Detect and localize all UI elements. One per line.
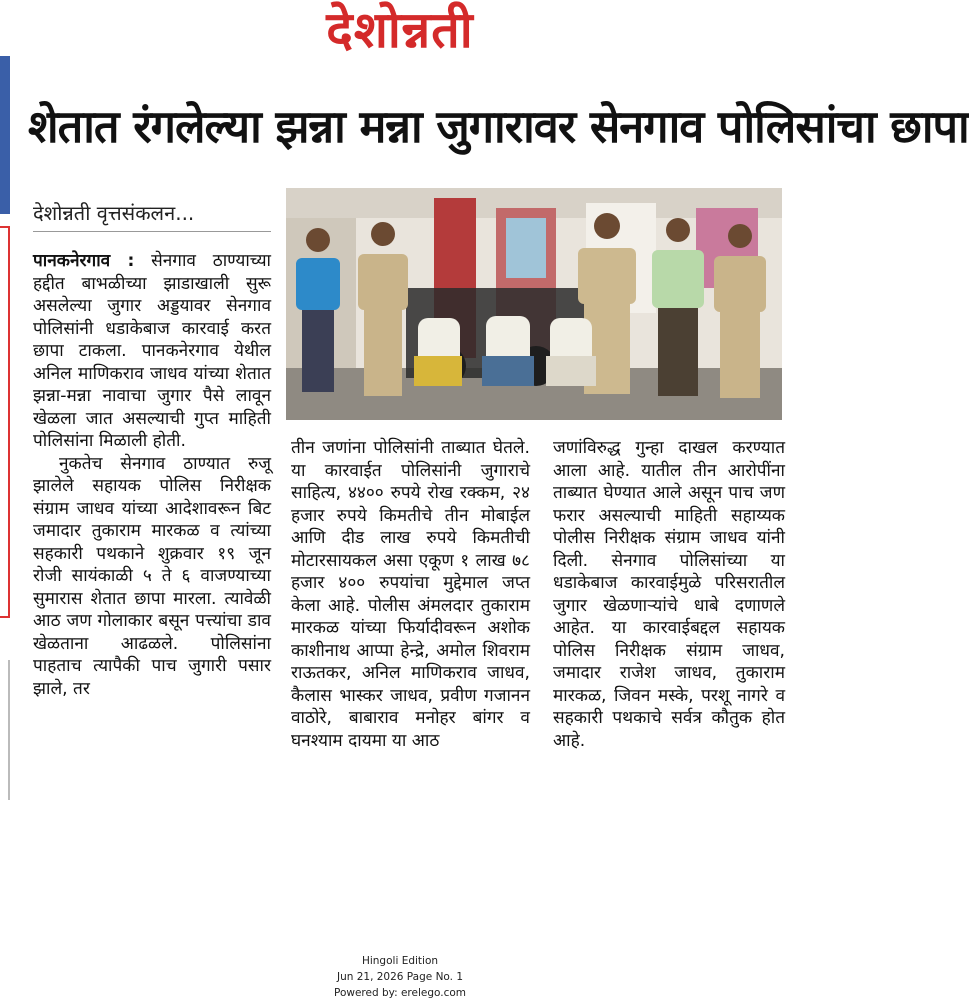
footer-edition: Hingoli Edition <box>361 955 439 967</box>
article-column-2 <box>291 437 530 752</box>
footer-date-page: Jun 21, 2026 Page No. 1 <box>336 971 464 983</box>
masthead <box>0 0 800 60</box>
column-1-paragraph-2: नुकतेच सेनगाव ठाण्यात रुजू झालेले सहायक पोलिस निरीक्षक संग्राम जाधव यांच्या आदेशावरून बिट जमादार तुकाराम मारकळ व त्यांच्या सहकारी पथकाने शुक्रवार १९ जून रोजी सायंकाळी ५ ते ६ वाजण्याच्या सुमारास शेतात छापा मारला. त्यावेळी आठ जण गोलाकार बसून पत्त्यांचा डाव खेळताना आढळले. पोलिसांना पाहताच त्यापैकी पाच जुगारी पसार झाले, तर <box>33 453 271 699</box>
article-headline: शेतात रंगलेल्या झन्ना मन्ना जुगारावर सेनगाव पोलिसांचा छापा <box>28 100 969 153</box>
article-byline: देशोन्नती वृत्तसंकलन... <box>33 201 195 225</box>
article-photo <box>286 188 782 420</box>
column-2-text: तीन जणांना पोलिसांनी ताब्यात घेतले. या कारवाईत पोलिसांनी जुगाराचे साहित्य, ४४०० रुपये रोख रक्कम, २४ हजार रुपये किमतीचे तीन मोबाईल आणि दीड लाख रुपये किमतीची मोटारसायकल असा एकूण १ लाख ७८ हजार ४०० रुपयांचा मुद्देमाल जप्त केला आहे. पोलीस अंमलदार तुकाराम मारकळ यांच्या फिर्यादीवरून अशोक काशीनाथ आप्पा हेन्द्रे, अमोल शिवराम राऊतकर, अनिल माणिकराव जाधव, कैलास भास्कर जाधव, प्रवीण गजानन वाठोरे, बाबाराव मनोहर बांगर व घनश्याम दायमा या आठ <box>291 438 530 751</box>
byline-divider <box>33 231 271 232</box>
left-edge-clipping-red <box>0 226 10 618</box>
article-dateline: पानकनेरगाव : <box>33 251 135 271</box>
article-column-3 <box>553 437 785 752</box>
masthead-title: देशोन्नती <box>326 1 474 59</box>
left-edge-clipping-gray <box>0 660 10 800</box>
footer-powered-by: Powered by: erelego.com <box>333 987 467 999</box>
column-3-text: जणांविरुद्ध गुन्हा दाखल करण्यात आला आहे. यातील तीन आरोपींना ताब्यात घेण्यात आले असून पाच जण फरार असल्याची माहिती सहाय्यक पोलीस निरीक्षक संग्राम जाधव यांनी दिली. सेनगाव पोलिसांच्या या धडाकेबाज कारवाईमुळे परिसरातील जुगार खेळणाऱ्यांचे धाबे दणाणले आहेत. या कारवाईबद्दल सहायक पोलिस निरीक्षक संग्राम जाधव, जमादार राजेश जाधव, तुकाराम मारकळ, जिवन मस्के, परशू नागरे व सहकारी पथकाचे सर्वत्र कौतुक होत आहे. <box>553 438 785 751</box>
article-column-1 <box>33 250 271 700</box>
column-1-paragraph-1: सेनगाव ठाण्याच्या हद्दीत बाभळीच्या झाडाखाली सुरू असलेल्या जुगार अड्डयावर सेनगाव पोलिसांनी धडाकेबाज कारवाई करत छापा टाकला. पानकनेरगाव येथील अनिल माणिकराव जाधव यांच्या शेतात झन्ना-मन्ना नावाचा जुगार पैसे लावून खेळला जात असल्याची गुप्त माहिती पोलिसांना मिळाली होती. <box>33 251 271 451</box>
left-edge-clipping-blue <box>0 56 10 214</box>
page-footer <box>0 953 800 1001</box>
